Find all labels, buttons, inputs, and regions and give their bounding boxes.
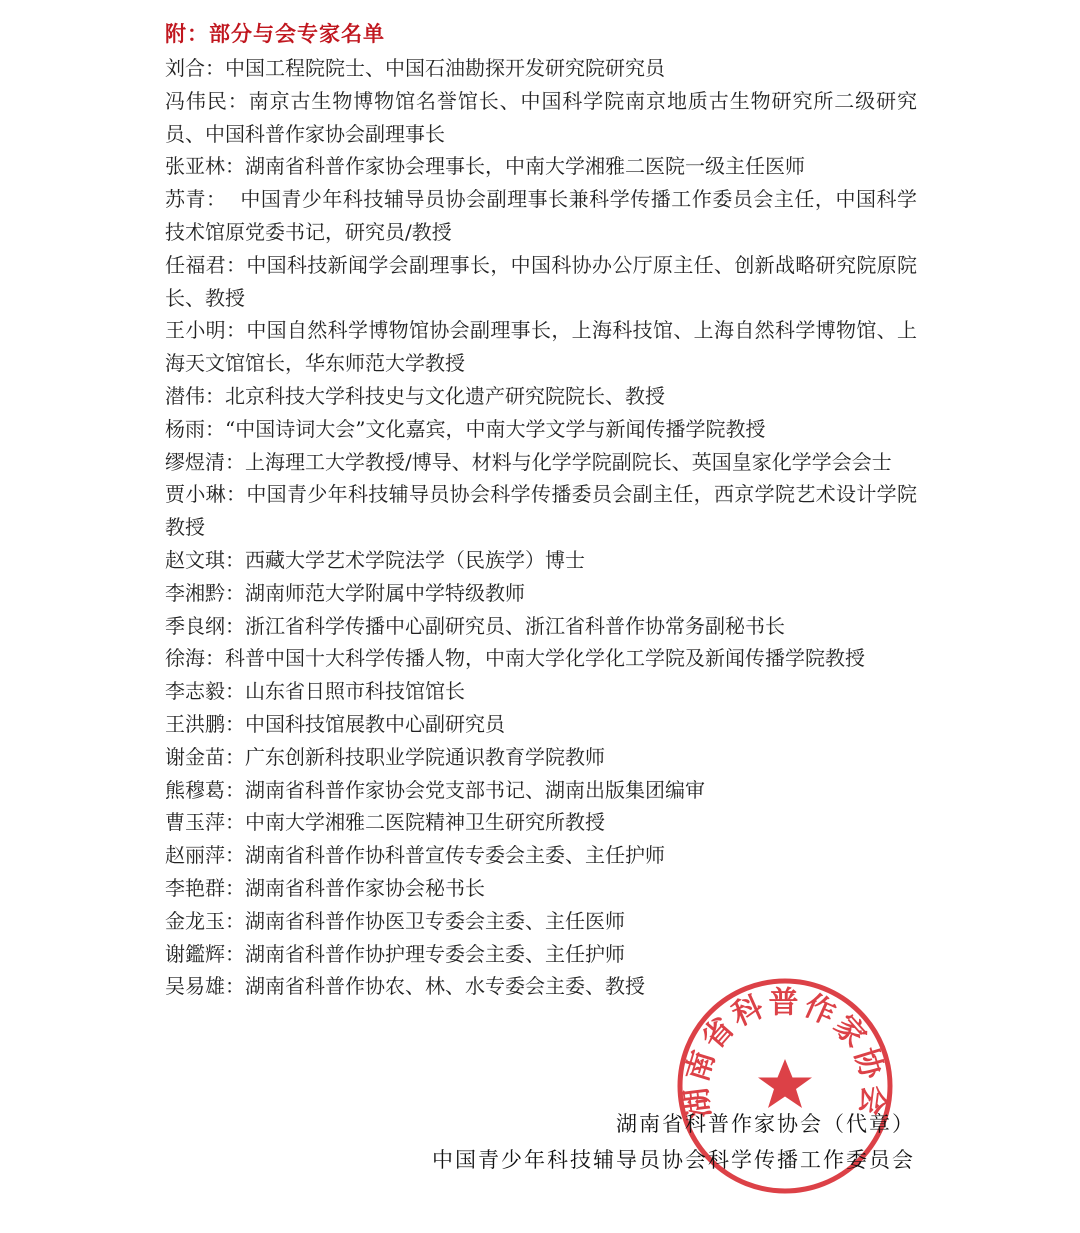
expert-name: 李艳群	[165, 875, 225, 900]
page-title: 附：部分与会专家名单	[165, 21, 385, 46]
separator: ：	[225, 875, 245, 900]
expert-description: 湖南师范大学附属中学特级教师	[245, 580, 525, 605]
signature-line-2: 中国青少年科技辅导员协会科学传播工作委员会	[432, 1148, 915, 1172]
separator: ：	[225, 711, 245, 736]
expert-description: 中国自然科学博物馆协会副理事长，上海科技馆、上海自然科学博物馆、上海天文馆馆长，华东师范大学教授	[165, 318, 918, 376]
list-item	[165, 905, 917, 938]
separator: ：	[226, 318, 247, 343]
list-item	[165, 774, 917, 807]
list-item	[165, 446, 917, 479]
expert-name: 赵文琪	[165, 547, 225, 572]
expert-description: 中国科技新闻学会副理事长，中国科协办公厅原主任、创新战略研究院原院长、教授	[165, 252, 918, 310]
separator: ：	[205, 646, 225, 671]
expert-description: 科普中国十大科学传播人物，中南大学化学化工学院及新闻传播学院教授	[225, 646, 865, 671]
expert-description: 湖南省科普作家协会党支部书记、湖南出版集团编审	[245, 777, 705, 802]
separator: ：	[225, 810, 245, 835]
expert-description: 中国科技馆展教中心副研究员	[245, 711, 505, 736]
list-item	[165, 872, 917, 905]
seal-text: 湖南省科普作家协会	[678, 985, 892, 1121]
expert-description: 西藏大学艺术学院法学（民族学）博士	[245, 547, 585, 572]
expert-name: 徐海	[165, 646, 205, 671]
expert-description: 北京科技大学科技史与文化遗产研究院院长、教授	[225, 383, 665, 408]
expert-name: 张亚林	[165, 154, 225, 179]
list-item	[165, 938, 917, 971]
list-item	[165, 52, 917, 85]
expert-name: 王洪鹏	[165, 711, 225, 736]
expert-description: 中国工程院院士、中国石油勘探开发研究院研究员	[225, 56, 665, 80]
expert-list	[165, 52, 917, 1003]
separator: ：	[225, 613, 245, 638]
list-item	[165, 478, 917, 544]
expert-name: 赵丽萍	[165, 843, 225, 868]
list-item	[165, 544, 917, 577]
expert-name: 杨雨	[165, 416, 205, 441]
separator: ：	[227, 88, 249, 113]
list-item	[165, 577, 917, 610]
expert-description: 湖南省科普作协科普宣传专委会主委、主任护师	[245, 843, 665, 868]
expert-name: 谢鑑辉	[165, 941, 225, 966]
list-item	[165, 150, 917, 183]
expert-name: 刘合	[165, 56, 205, 80]
list-item	[165, 839, 917, 872]
separator: ：	[206, 187, 241, 212]
expert-name: 冯伟民	[165, 88, 228, 113]
expert-name: 熊穆葛	[165, 777, 225, 802]
list-item	[165, 741, 917, 774]
expert-name: 曹玉萍	[165, 810, 225, 835]
separator: ：	[225, 777, 245, 802]
separator: ：	[226, 482, 247, 507]
expert-description: 湖南省科普作家协会秘书长	[245, 875, 485, 900]
expert-description: 上海理工大学教授/博导、材料与化学学院副院长、英国皇家化学学会会士	[245, 449, 892, 474]
list-item	[165, 675, 917, 708]
expert-name: 李志毅	[165, 679, 225, 704]
separator: ：	[225, 580, 245, 605]
expert-name: 吴易雄	[165, 974, 225, 999]
expert-name: 贾小琳	[165, 482, 226, 507]
expert-name: 金龙玉	[165, 908, 225, 933]
separator: ：	[225, 679, 245, 704]
separator: ：	[205, 56, 225, 80]
separator: ：	[205, 383, 225, 408]
expert-description: 南京古生物博物馆名誉馆长、中国科学院南京地质古生物研究所二级研究员、中国科普作家协会副理事长	[165, 88, 918, 146]
separator: ：	[205, 416, 225, 441]
separator: ：	[225, 744, 245, 769]
expert-description: 浙江省科学传播中心副研究员、浙江省科普作协常务副秘书长	[245, 613, 785, 638]
list-item	[165, 708, 917, 741]
list-item	[165, 380, 917, 413]
separator: ：	[225, 154, 245, 179]
list-item	[165, 610, 917, 643]
expert-description: “中国诗词大会”文化嘉宾，中南大学文学与新闻传播学院教授	[225, 416, 766, 441]
separator: ：	[225, 449, 245, 474]
expert-description: 湖南省科普作协农、林、水专委会主委、教授	[245, 974, 645, 999]
expert-description: 湖南省科普作协护理专委会主委、主任护师	[245, 941, 625, 966]
signature-block	[432, 1106, 915, 1178]
separator: ：	[225, 547, 245, 572]
expert-description: 湖南省科普作协医卫专委会主委、主任医师	[245, 908, 625, 933]
expert-name: 谢金苗	[165, 744, 225, 769]
list-item	[165, 642, 917, 675]
list-item	[165, 85, 917, 151]
star-icon	[758, 1059, 812, 1108]
expert-description: 中国青少年科技辅导员协会副理事长兼科学传播工作委员会主任，中国科学技术馆原党委书记，研究员/教授	[165, 187, 918, 244]
list-item	[165, 806, 917, 839]
expert-description: 广东创新科技职业学院通识教育学院教师	[245, 744, 605, 769]
expert-description: 中南大学湘雅二医院精神卫生研究所教授	[245, 810, 605, 835]
expert-name: 王小明	[165, 318, 226, 343]
separator: ：	[225, 843, 245, 868]
list-item	[165, 249, 917, 315]
expert-name: 苏青	[165, 187, 207, 212]
expert-name: 任福君	[165, 252, 226, 277]
expert-name: 李湘黔	[165, 580, 225, 605]
separator: ：	[226, 252, 247, 277]
separator: ：	[225, 941, 245, 966]
expert-name: 缪煜清	[165, 449, 225, 474]
expert-name: 季良纲	[165, 613, 225, 638]
separator: ：	[225, 974, 245, 999]
list-item	[165, 314, 917, 380]
expert-description: 中国青少年科技辅导员协会科学传播委员会副主任，西京学院艺术设计学院教授	[165, 482, 918, 540]
list-item	[165, 183, 917, 249]
expert-name: 潜伟	[165, 383, 205, 408]
expert-description: 山东省日照市科技馆馆长	[245, 679, 465, 704]
expert-description: 湖南省科普作家协会理事长，中南大学湘雅二医院一级主任医师	[245, 154, 805, 179]
separator: ：	[225, 908, 245, 933]
list-item	[165, 413, 917, 446]
signature-line-1: 湖南省科普作家协会（代章）	[616, 1112, 915, 1136]
